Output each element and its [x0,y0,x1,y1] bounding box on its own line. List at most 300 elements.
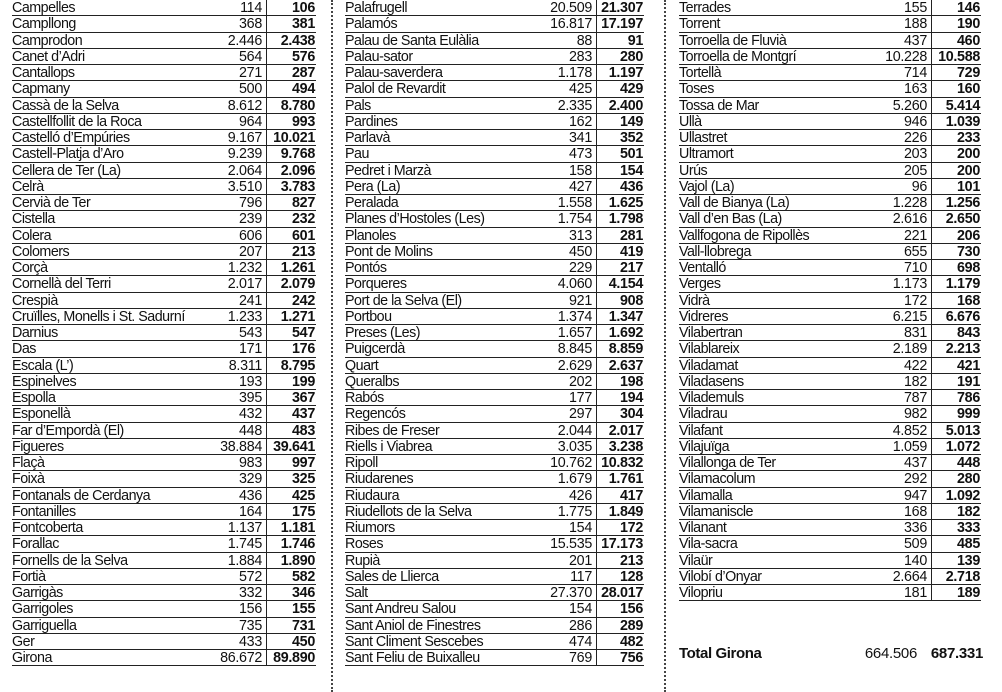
row-value-2: 729 [931,65,981,80]
table-row [345,146,644,162]
row-value-2: 448 [931,455,981,470]
row-value-2: 190 [931,16,981,31]
row-name: Fornells de la Selva [12,552,128,568]
table-row [345,390,644,406]
row-value-2: 547 [266,325,316,340]
row-value-2: 17.173 [596,536,644,551]
row-name: Campelles [12,0,76,16]
row-name: Vall-llobrega [679,243,751,259]
table-row [345,618,644,634]
row-name: Ultramort [679,146,734,162]
table-row [12,114,316,130]
row-value-1: 1.558 [557,195,592,211]
table-row [679,471,981,487]
row-value-1: 96 [911,178,927,195]
row-value-2: 482 [596,634,644,649]
row-name: Flaçà [12,455,45,471]
row-value-1: 5.260 [892,97,927,114]
table-row [345,33,644,49]
row-value-1: 2.335 [557,97,592,114]
row-value-1: 432 [239,406,262,423]
table-row [345,260,644,276]
row-name: Palau-saverdera [345,65,443,81]
row-name: Corçà [12,260,48,276]
table-row [12,390,316,406]
table-row [345,81,644,97]
row-value-1: 437 [904,455,927,471]
table-row [12,650,316,666]
table-row [679,406,981,422]
row-value-1: 1.228 [892,195,927,211]
row-name: Regencós [345,406,406,422]
table-row [345,130,644,146]
row-value-1: 20.509 [550,0,592,16]
column-divider [664,0,666,692]
row-value-1: 164 [239,503,262,520]
row-value-1: 313 [569,227,592,244]
row-name: Pedret i Marzà [345,162,431,178]
row-name: Riudaura [345,487,400,503]
row-value-1: 177 [569,390,592,406]
row-value-1: 10.228 [885,48,927,65]
row-value-1: 9.239 [227,146,262,163]
row-value-2: 198 [596,374,644,389]
row-value-2: 191 [931,374,981,389]
row-name: Viladamat [679,357,738,373]
table-row [679,390,981,406]
row-value-2: 289 [596,618,644,633]
row-value-2: 128 [596,569,644,584]
table-row [345,536,644,552]
row-name: Vajol (La) [679,178,735,194]
table-row [345,471,644,487]
row-value-2: 436 [596,179,644,194]
row-value-1: 88 [576,32,592,49]
row-value-1: 1.137 [227,520,262,536]
table-row [679,33,981,49]
table-row [12,276,316,292]
row-value-2: 576 [266,49,316,64]
table-row [345,0,644,16]
row-value-1: 543 [239,325,262,341]
table-row [679,179,981,195]
row-value-2: 421 [931,358,981,373]
row-value-1: 3.035 [557,438,592,455]
row-value-1: 769 [569,650,592,666]
row-name: Castelló d’Empúries [12,130,130,146]
row-value-2: 280 [931,471,981,486]
row-value-2: 756 [596,650,644,665]
row-value-1: 4.060 [557,276,592,293]
row-value-2: 908 [596,293,644,308]
row-value-1: 437 [904,32,927,49]
row-name: Esponellà [12,406,71,422]
table-row [12,228,316,244]
table-row [345,179,644,195]
row-value-1: 171 [239,341,262,358]
table-row [12,569,316,585]
table-row [345,650,644,666]
table-row [345,601,644,617]
table-row [12,260,316,276]
table-row [679,358,981,374]
row-value-2: 494 [266,81,316,96]
row-value-1: 329 [239,471,262,488]
row-value-1: 332 [239,585,262,601]
table-row [679,195,981,211]
row-name: Campllong [12,16,76,32]
row-value-2: 485 [931,536,981,551]
row-name: Pals [345,97,371,113]
row-name: Port de la Selva (El) [345,292,462,308]
row-value-2: 1.625 [596,195,644,210]
row-value-1: 8.845 [557,341,592,358]
row-name: Urús [679,162,708,178]
row-name: Riudarenes [345,471,414,487]
row-value-1: 155 [904,0,927,16]
table-row [12,98,316,114]
row-value-1: 2.629 [557,357,592,374]
row-value-1: 117 [570,568,592,585]
row-value-2: 993 [266,114,316,129]
row-name: Pardines [345,113,398,129]
table-row [12,146,316,162]
row-value-1: 163 [904,81,927,98]
row-value-2: 1.761 [596,471,644,486]
row-value-1: 4.852 [892,422,927,439]
row-name: Girona [12,650,52,666]
row-value-2: 172 [596,520,644,535]
table-row [679,553,981,569]
table-row [679,455,981,471]
row-value-1: 964 [239,113,262,130]
row-value-2: 89.890 [266,650,316,665]
row-name: Fortià [12,568,46,584]
row-value-1: 241 [239,292,262,309]
row-value-2: 91 [596,33,644,48]
row-value-2: 1.039 [931,114,981,129]
row-value-1: 6.215 [892,308,927,325]
table-row [345,585,644,601]
row-name: Garriguella [12,617,77,633]
total-row [679,644,983,664]
row-name: Rabós [345,390,384,406]
table-row [679,228,981,244]
row-value-2: 1.692 [596,325,644,340]
row-value-1: 1.657 [557,325,592,341]
row-value-1: 38.884 [220,438,262,455]
row-name: Vila-sacra [679,536,738,552]
row-value-2: 582 [266,569,316,584]
row-value-2: 1.181 [266,520,316,535]
table-row [345,520,644,536]
row-value-1: 2.017 [227,276,262,293]
row-value-2: 6.676 [931,309,981,324]
row-name: Espolla [12,390,56,406]
row-name: Vallfogona de Ripollès [679,227,810,243]
row-value-1: 796 [239,195,262,211]
row-name: Cantallops [12,65,75,81]
row-value-2: 10.832 [596,455,644,470]
row-value-1: 27.370 [550,585,592,601]
row-name: Puigcerdà [345,341,405,357]
table-row [345,309,644,325]
row-value-1: 226 [904,130,927,146]
row-name: Planes d’Hostoles (Les) [345,211,485,227]
table-row [679,536,981,552]
row-value-2: 2.637 [596,358,644,373]
row-name: Ribes de Freser [345,422,440,438]
table-row [679,114,981,130]
row-value-2: 156 [596,601,644,616]
row-name: Cellera de Ter (La) [12,162,121,178]
row-name: Vilallonga de Ter [679,455,776,471]
row-value-1: 168 [904,503,927,520]
row-value-2: 175 [266,504,316,519]
row-value-2: 304 [596,406,644,421]
row-value-2: 417 [596,488,644,503]
table-row [345,439,644,455]
row-value-1: 271 [239,65,262,81]
row-value-2: 2.213 [931,341,981,356]
row-value-1: 2.664 [892,568,927,585]
row-value-1: 188 [904,16,927,33]
table-row [345,374,644,390]
row-name: Portbou [345,308,392,324]
row-name: Castell-Platja d’Aro [12,146,124,162]
row-name: Vidreres [679,308,728,324]
row-value-1: 436 [239,487,262,504]
table-column-1 [12,0,316,666]
table-row [679,293,981,309]
row-name: Sant Andreu Salou [345,601,456,617]
row-name: Vilanant [679,520,727,536]
row-value-2: 155 [266,601,316,616]
row-value-1: 422 [904,357,927,374]
table-row [12,244,316,260]
row-name: Vilamacolum [679,471,756,487]
row-value-1: 1.754 [557,211,592,228]
row-value-2: 217 [596,260,644,275]
row-value-1: 831 [904,325,927,341]
row-name: Sant Climent Sescebes [345,633,484,649]
table-row [679,374,981,390]
row-value-1: 714 [904,65,927,81]
table-row [345,325,644,341]
row-value-2: 1.746 [266,536,316,551]
row-value-1: 15.535 [550,536,592,553]
table-row [679,260,981,276]
row-value-2: 460 [931,33,981,48]
row-value-2: 827 [266,195,316,210]
table-row [679,163,981,179]
row-name: Espinelves [12,373,77,389]
row-name: Vilobí d’Onyar [679,568,762,584]
row-name: Salt [345,585,368,601]
row-value-2: 1.092 [931,488,981,503]
table-row [345,293,644,309]
row-value-2: 3.783 [266,179,316,194]
row-name: Vilablareix [679,341,740,357]
row-value-1: 1.173 [892,276,927,293]
table-row [12,179,316,195]
row-value-2: 28.017 [596,585,644,600]
row-value-2: 3.238 [596,439,644,454]
table-row [679,130,981,146]
row-value-2: 8.859 [596,341,644,356]
row-value-1: 154 [569,520,592,536]
row-value-2: 176 [266,341,316,356]
total-value-1: 664.506 [864,645,917,662]
row-value-1: 286 [569,617,592,634]
table-row [12,341,316,357]
row-value-2: 352 [596,130,644,145]
row-name: Camprodon [12,32,83,48]
table-row [679,569,981,585]
table-row [345,244,644,260]
row-value-2: 601 [266,228,316,243]
table-row [679,585,981,601]
row-value-2: 381 [266,16,316,31]
table-row [345,211,644,227]
row-value-1: 297 [569,406,592,423]
row-value-1: 1.232 [227,260,262,276]
row-value-1: 2.616 [892,211,927,228]
row-value-2: 281 [596,228,644,243]
row-name: Foixà [12,471,45,487]
row-value-1: 172 [904,292,927,309]
row-value-2: 149 [596,114,644,129]
row-value-2: 280 [596,49,644,64]
row-name: Terrades [679,0,731,16]
row-name: Torroella de Fluvià [679,32,787,48]
row-value-2: 9.768 [266,146,316,161]
row-name: Fontanals de Cerdanya [12,487,151,503]
table-row [679,276,981,292]
row-value-2: 501 [596,146,644,161]
row-name: Ger [12,633,35,649]
row-value-1: 509 [904,536,927,553]
row-value-1: 86.672 [220,650,262,666]
row-value-1: 606 [239,227,262,244]
table-row [345,423,644,439]
row-value-1: 158 [569,162,592,179]
table-row [12,309,316,325]
row-value-2: 213 [596,553,644,568]
row-value-2: 146 [931,0,981,15]
row-name: Peralada [345,195,399,211]
row-value-1: 983 [239,455,262,471]
table-row [12,488,316,504]
row-name: Vilamalla [679,487,733,503]
row-value-1: 207 [239,243,262,260]
table-row [679,439,981,455]
row-name: Cruïlles, Monells i St. Sadurní [12,308,185,324]
row-name: Pontós [345,260,387,276]
row-value-1: 2.064 [227,162,262,179]
row-value-2: 367 [266,390,316,405]
table-row [345,114,644,130]
row-name: Palamós [345,16,398,32]
table-row [679,49,981,65]
row-value-2: 1.197 [596,65,644,80]
table-row [12,16,316,32]
row-value-2: 2.438 [266,33,316,48]
column-divider [331,0,333,692]
row-value-1: 1.178 [557,65,592,81]
row-value-1: 433 [239,633,262,650]
row-value-2: 194 [596,390,644,405]
row-value-2: 101 [931,179,981,194]
table-row [345,65,644,81]
row-value-1: 710 [904,260,927,276]
row-name: Crespià [12,292,58,308]
row-name: Sales de Llierca [345,568,439,584]
row-value-2: 437 [266,406,316,421]
row-value-2: 429 [596,81,644,96]
row-name: Riells i Viabrea [345,438,433,454]
row-value-2: 1.261 [266,260,316,275]
row-name: Tossa de Mar [679,97,759,113]
row-value-1: 10.762 [550,455,592,471]
row-value-1: 425 [569,81,592,98]
table-row [679,0,981,16]
row-value-2: 730 [931,244,981,259]
row-name: Vall d’en Bas (La) [679,211,782,227]
row-name: Ventalló [679,260,726,276]
row-name: Torrent [679,16,720,32]
row-value-2: 2.650 [931,211,981,226]
table-column-2 [345,0,644,666]
row-value-1: 564 [239,48,262,65]
table-row [12,585,316,601]
row-value-2: 419 [596,244,644,259]
row-value-1: 1.679 [557,471,592,488]
row-value-2: 242 [266,293,316,308]
row-name: Das [12,341,36,357]
row-name: Escala (L’) [12,357,74,373]
row-value-1: 154 [569,601,592,618]
row-value-2: 731 [266,618,316,633]
row-value-1: 427 [569,178,592,195]
row-name: Planoles [345,227,396,243]
table-row [679,309,981,325]
row-name: Ripoll [345,455,378,471]
row-value-1: 292 [904,471,927,488]
row-value-2: 325 [266,471,316,486]
row-name: Vidrà [679,292,710,308]
row-value-2: 5.013 [931,423,981,438]
row-value-2: 200 [931,146,981,161]
row-name: Pau [345,146,369,162]
table-row [679,325,981,341]
row-name: Vilamaniscle [679,503,753,519]
table-row [12,81,316,97]
row-name: Quart [345,357,379,373]
table-row [12,211,316,227]
row-value-1: 947 [904,487,927,504]
row-value-2: 333 [931,520,981,535]
table-row [345,195,644,211]
table-row [345,634,644,650]
row-name: Cervià de Ter [12,195,91,211]
row-name: Vilopriu [679,585,723,601]
table-row [679,520,981,536]
row-name: Preses (Les) [345,325,421,341]
row-name: Vilademuls [679,390,744,406]
row-value-1: 8.612 [227,97,262,114]
row-name: Vilaür [679,552,713,568]
